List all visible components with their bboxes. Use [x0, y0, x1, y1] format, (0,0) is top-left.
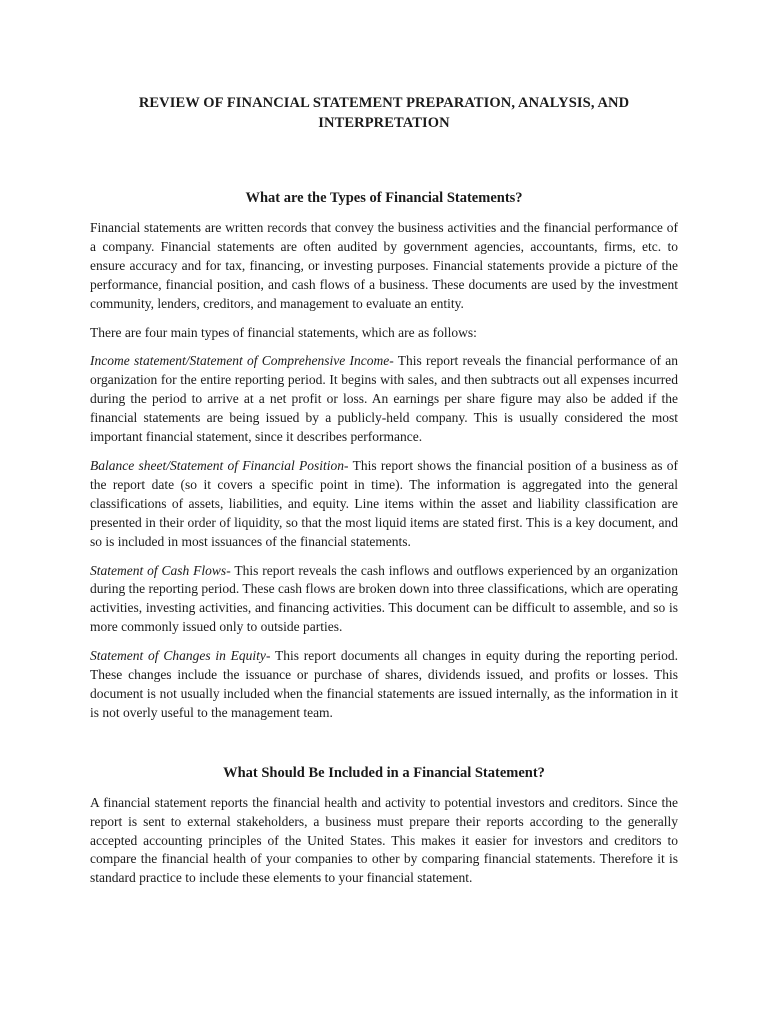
section-heading-inclusions: What Should Be Included in a Financial Statement?: [223, 764, 545, 781]
statement-term: Balance sheet/Statement of Financial Position: [90, 457, 345, 473]
statement-item-income: [90, 352, 678, 447]
statement-description: - This report documents all changes in equity during the reporting period. These changes include the issuance or purchase of shares, dividends issued, and profits or losses. This document is not usually included when the financial statements are issued internally, as the information in it is not overly useful to the management team.: [90, 648, 679, 720]
statement-item-cash-flows: [90, 562, 678, 638]
document-page: [90, 93, 678, 888]
statement-description: - This report shows the financial position of a business as of the report date (so it covers a specific point in time). The information is aggregated into the general classifications of assets, liabilities, and equity. Line items within the asset and liability classification are presented in their order of liquidity, so that the most liquid items are stated first. This is a key document, and so is included in most issuances of the financial statements.: [90, 457, 678, 549]
statement-term: Income statement/Statement of Comprehensive Income: [90, 353, 390, 369]
paragraph-lead: There are four main types of financial statements, which are as follows:: [90, 324, 477, 340]
paragraph-intro: Financial statements are written records that convey the business activities and the financial performance of a company. Financial statements are often audited by government agencies, accountants, firms, etc. to ensure accuracy and for tax, financing, or investing purposes. Financial statements provide a picture of the performance, financial position, and cash flows of a business. These documents are used by the investment community, lenders, creditors, and management to evaluate an entity.: [90, 220, 678, 311]
section-heading-types: What are the Types of Financial Statements?: [245, 190, 523, 206]
statement-item-balance-sheet: [90, 457, 678, 552]
document-title: REVIEW OF FINANCIAL STATEMENT PREPARATION, ANALYSIS, AND INTERPRETATION: [138, 95, 630, 131]
statement-description: - This report reveals the cash inflows and outflows experienced by an organization during the reporting period. These cash flows are broken down into three classifications, which are operating activities, investing activities, and financing activities. This document can be difficult to assemble, and so is more commonly issued only to outside parties.: [90, 562, 678, 635]
statement-description: - This report reveals the financial performance of an organization for the entire reporting period. It begins with sales, and then subtracts out all expenses incurred during the period to arrive at a net profit or loss. An earnings per share figure may also be added if the financial statements are being issued by a publicly-held company. This is usually considered the most important financial statement, since it describes performance.: [90, 353, 678, 445]
statement-term: Statement of Changes in Equity: [90, 648, 266, 664]
paragraph-inclusions: A financial statement reports the financial health and activity to potential investors and creditors. Since the report is sent to external stakeholders, a business must prepare their reports according to the generally accepted accounting principles of the United States. This makes it easier for investors and creditors to compare the financial health of your companies to other by comparing financial statements. Therefore it is standard practice to include these elements to your financial statement.: [90, 794, 678, 886]
statement-item-changes-in-equity: [90, 647, 678, 723]
statement-term: Statement of Cash Flows: [90, 562, 227, 578]
